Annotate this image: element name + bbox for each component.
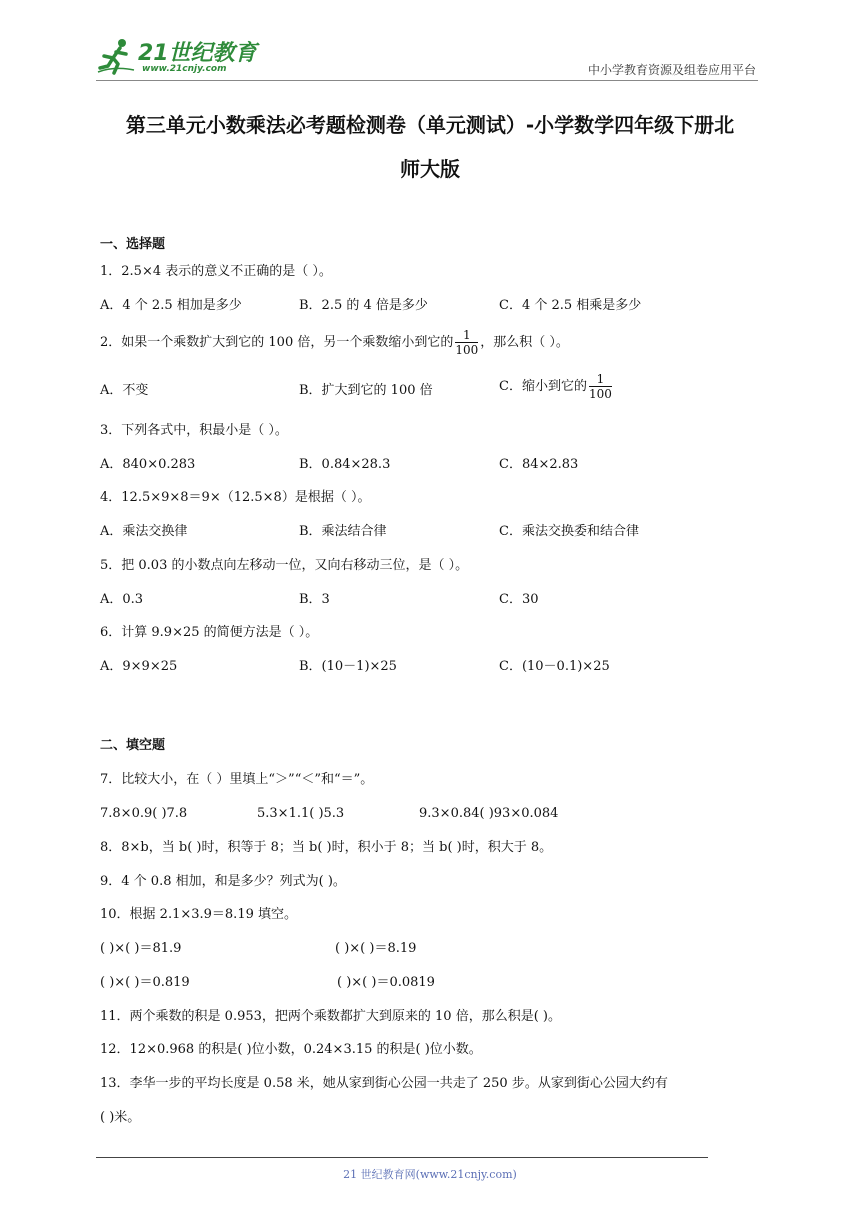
question-10-blank-2: ( )×( )＝8.19 xyxy=(335,941,417,956)
question-6-option-c: C．(10－0.1)×25 xyxy=(499,659,610,674)
question-5-stem: 5．把 0.03 的小数点向左移动一位，又向右移动三位，是（ ）。 xyxy=(100,558,469,573)
fraction-denominator: 100 xyxy=(455,343,479,357)
logo xyxy=(96,36,266,80)
question-6-stem: 6．计算 9.9×25 的简便方法是（ ）。 xyxy=(100,625,319,640)
logo-url: www.21cnjy.com xyxy=(142,64,227,74)
question-8-stem: 8．8×b，当 b( )时，积等于 8；当 b( )时，积小于 8；当 b( )时，积大于 8。 xyxy=(100,840,553,855)
fraction-denominator: 100 xyxy=(588,387,612,401)
page-title-line2: 师大版 xyxy=(400,157,460,181)
question-4-option-a: A．乘法交换律 xyxy=(100,524,188,539)
question-1-stem: 1．2.5×4 表示的意义不正确的是（ ）。 xyxy=(100,264,332,279)
question-2-option-c-fraction xyxy=(589,372,612,401)
question-5-option-b: B．3 xyxy=(299,592,330,607)
question-4-stem: 4．12.5×9×8＝9×（12.5×8）是根据（ ）。 xyxy=(100,490,371,505)
runner-logo-icon xyxy=(96,36,136,76)
question-1-option-a: A．4 个 2.5 相加是多少 xyxy=(100,298,242,313)
question-10-stem: 10．根据 2.1×3.9＝8.19 填空。 xyxy=(100,907,297,922)
question-1-option-b: B．2.5 的 4 倍是多少 xyxy=(299,298,428,313)
fraction-numerator: 1 xyxy=(455,328,478,343)
page-header xyxy=(0,0,860,90)
question-2-option-a: A．不变 xyxy=(100,383,149,398)
question-10-blank-1: ( )×( )＝81.9 xyxy=(100,941,182,956)
question-13-stem-line1: 13．李华一步的平均长度是 0.58 米，她从家到街心公园一共走了 250 步。从家到街心公园大约有 xyxy=(100,1076,668,1091)
question-2-option-c-text: C．缩小到它的 xyxy=(499,379,587,394)
section-heading-choice: 一、选择题 xyxy=(100,237,166,252)
question-7-item-3: 9.3×0.84( )93×0.084 xyxy=(419,806,559,821)
fraction-numerator: 1 xyxy=(589,372,612,387)
question-3-option-c: C．84×2.83 xyxy=(499,457,579,472)
header-divider xyxy=(96,80,758,81)
question-4-option-b: B．乘法结合律 xyxy=(299,524,387,539)
question-3-stem: 3．下列各式中，积最小是（ ）。 xyxy=(100,423,288,438)
question-9-stem: 9．4 个 0.8 相加，和是多少？列式为( )。 xyxy=(100,874,346,889)
section-heading-fill: 二、填空题 xyxy=(100,738,166,753)
question-5-option-a: A．0.3 xyxy=(100,592,144,607)
question-1-option-c: C．4 个 2.5 相乘是多少 xyxy=(499,298,642,313)
question-3-option-b: B．0.84×28.3 xyxy=(299,457,391,472)
question-2-fraction xyxy=(455,328,478,357)
question-2-stem-post: ，那么积（ ）。 xyxy=(480,335,569,350)
question-6-option-a: A．9×9×25 xyxy=(100,659,178,674)
question-3-option-a: A．840×0.283 xyxy=(100,457,196,472)
question-2-stem-pre: 2．如果一个乘数扩大到它的 100 倍，另一个乘数缩小到它的 xyxy=(100,335,454,350)
question-5-option-c: C．30 xyxy=(499,592,539,607)
page-title-line1: 第三单元小数乘法必考题检测卷（单元测试）-小学数学四年级下册北 xyxy=(125,113,735,137)
question-2-option-c xyxy=(499,372,614,402)
footer-divider xyxy=(96,1157,708,1158)
question-7-stem: 7．比较大小，在（ ）里填上“＞”“＜”和“＝”。 xyxy=(100,772,374,787)
question-12-stem: 12．12×0.968 的积是( )位小数，0.24×3.15 的积是( )位小数。 xyxy=(100,1042,482,1057)
question-11-stem: 11．两个乘数的积是 0.953，把两个乘数都扩大到原来的 10 倍，那么积是( )。 xyxy=(100,1009,561,1024)
footer-text: 21 世纪教育网(www.21cnjy.com) xyxy=(343,1168,517,1181)
question-2-option-b: B．扩大到它的 100 倍 xyxy=(299,383,433,398)
question-6-option-b: B．(10－1)×25 xyxy=(299,659,397,674)
platform-label: 中小学教育资源及组卷应用平台 xyxy=(587,63,756,77)
logo-text: 21世纪教育 xyxy=(138,41,257,66)
question-4-option-c: C．乘法交换委和结合律 xyxy=(499,524,639,539)
question-10-blank-3: ( )×( )＝0.819 xyxy=(100,975,190,990)
question-13-stem-line2: ( )米。 xyxy=(100,1110,141,1125)
question-2-stem xyxy=(100,328,569,358)
question-7-item-1: 7.8×0.9( )7.8 xyxy=(100,806,188,821)
question-10-blank-4: ( )×( )＝0.0819 xyxy=(337,975,435,990)
question-7-item-2: 5.3×1.1( )5.3 xyxy=(257,806,345,821)
